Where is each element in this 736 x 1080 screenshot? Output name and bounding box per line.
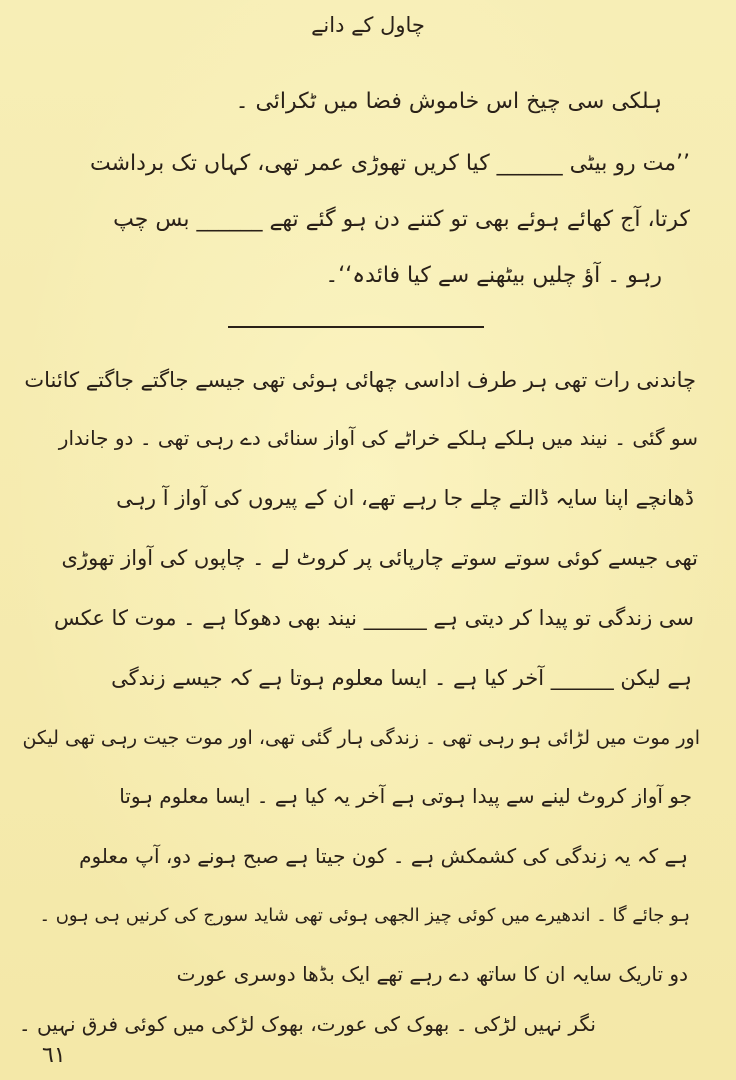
section-divider <box>228 326 484 328</box>
page-number: ٦١ <box>42 1043 66 1068</box>
passage-two-line: ہو جائے گا ۔ اندھیرے میں کوئی چیز الجھی ہوئی تھی شاید سورج کی کرنیں ہی ہوں ۔ <box>39 905 690 926</box>
passage-two-line: نگر نہیں لڑکی ۔ بھوک کی عورت، بھوک لڑکی میں کوئی فرق نہیں ۔ <box>18 1012 596 1036</box>
passage-two-line: چاندنی رات تھی ہر طرف اداسی چھائی ہوئی تھی جیسے جاگتے جاگتے کائنات <box>24 368 696 392</box>
passage-two-line: ہے کہ یہ زندگی کی کشمکش ہے ۔ کون جیتا ہے صبح ہونے دو، آپ معلوم <box>79 844 688 868</box>
passage-one-line: کرتا، آج کھائے ہوئے بھی تو کتنے دن ہو گئے تھے ______ بس چپ <box>113 207 690 232</box>
passage-two-line: جو آواز کروٹ لینے سے پیدا ہوتی ہے آخر یہ کیا ہے ۔ ایسا معلوم ہوتا <box>119 784 692 808</box>
passage-two-line: ہے لیکن ______ آخر کیا ہے ۔ ایسا معلوم ہوتا ہے کہ جیسے زندگی <box>111 666 692 690</box>
passage-two-line: ڈھانچے اپنا سایہ ڈالتے چلے جا رہے تھے، ان کے پیروں کی آواز آ رہی <box>116 486 694 510</box>
passage-two-line: تھی جیسے کوئی سوتے سوتے چارپائی پر کروٹ لے ۔ چاپوں کی آواز تھوڑی <box>61 546 698 570</box>
passage-two-line: سی زندگی تو پیدا کر دیتی ہے ______ نیند بھی دھوکا ہے ۔ موت کا عکس <box>53 606 694 630</box>
passage-two-line: دو تاریک سایہ ان کا ساتھ دے رہے تھے ایک بڈھا دوسری عورت <box>176 962 688 986</box>
passage-two-line: اور موت میں لڑائی ہو رہی تھی ۔ زندگی ہار گئی تھی، اور موت جیت رہی تھی لیکن <box>22 727 700 749</box>
passage-one-line: ’’مت رو بیٹی ______ کیا کریں تھوڑی عمر تھی، کہاں تک برداشت <box>90 151 690 176</box>
passage-one-line: ہلکی سی چیخ اس خاموش فضا میں ٹکرائی ۔ <box>235 89 662 114</box>
passage-one-line: رہو ۔ آؤ چلیں بیٹھنے سے کیا فائدہ‘‘۔ <box>325 263 662 288</box>
passage-two-line: سو گئی ۔ نیند میں ہلکے ہلکے خراٹے کی آواز سنائی دے رہی تھی ۔ دو جاندار <box>58 426 698 450</box>
page-title: چاول کے دانے <box>311 13 425 37</box>
